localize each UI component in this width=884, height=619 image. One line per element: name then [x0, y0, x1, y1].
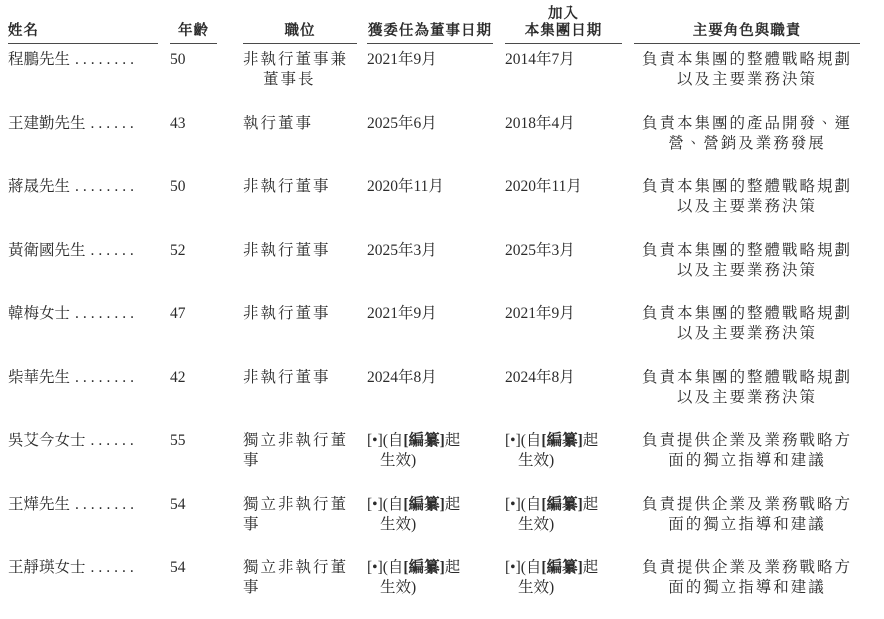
joined-cell	[505, 50, 622, 70]
joined-line2: 生效)	[518, 515, 555, 533]
position-cell	[243, 495, 357, 535]
director-name: 程鵬先生	[8, 51, 71, 68]
appointed-editorial	[367, 558, 493, 578]
age-cell: 50	[170, 51, 186, 68]
joined-date: 2024年8月	[505, 368, 575, 386]
joined-date: 2014年7月	[505, 51, 575, 68]
age-cell: 50	[170, 178, 186, 195]
table-row	[0, 431, 884, 495]
appointed-date: 2025年3月	[367, 241, 437, 259]
roles-cell	[634, 558, 860, 598]
appointed-date: 2020年11月	[367, 178, 444, 195]
dot-leader: ........	[75, 305, 139, 322]
redacted-marker: [編纂]	[403, 495, 445, 513]
appointed-editorial-post: 起	[444, 559, 461, 576]
joined-cell	[505, 304, 622, 324]
redacted-marker: [編纂]	[541, 495, 583, 513]
roles-line2: 面的獨立指導和建議	[668, 579, 826, 596]
header-position: 職位	[243, 23, 357, 44]
age-cell: 52	[170, 241, 186, 259]
table-row	[0, 558, 884, 619]
position-line1: 獨立非執行董事	[243, 495, 349, 533]
position-line1: 非執行董事兼	[243, 51, 349, 68]
joined-cell	[505, 558, 622, 598]
header-appointed-date: 獲委任為董事日期	[367, 23, 493, 44]
table-row	[0, 114, 884, 178]
appointed-editorial	[367, 431, 493, 451]
position-line1: 非執行董事	[243, 241, 331, 259]
roles-line1: 負責本集團的產品開發、運	[641, 114, 852, 132]
director-name: 蔣晟先生	[8, 178, 71, 195]
joined-editorial-pre: [•](自	[505, 432, 542, 449]
joined-editorial-post: 起	[582, 432, 599, 449]
position-line1: 非執行董事	[243, 178, 331, 195]
roles-line2: 以及主要業務決策	[676, 198, 817, 215]
position-cell	[243, 431, 357, 471]
dot-leader: ........	[75, 51, 139, 68]
dot-leader: ......	[90, 432, 138, 449]
name-cell	[8, 558, 158, 578]
roles-line1: 負責提供企業及業務戰略方	[641, 495, 852, 513]
roles-cell	[634, 304, 860, 344]
joined-editorial-post: 起	[582, 495, 599, 513]
table-row	[0, 495, 884, 559]
roles-line2: 以及主要業務決策	[676, 325, 817, 342]
roles-cell	[634, 241, 860, 281]
joined-cell	[505, 241, 622, 261]
age-cell: 47	[170, 305, 186, 322]
roles-line1: 負責本集團的整體戰略規劃	[641, 368, 852, 386]
joined-line2: 生效)	[518, 452, 555, 469]
table-row	[0, 304, 884, 368]
appointed-cell	[367, 495, 493, 535]
position-line2: 董事長	[263, 71, 316, 88]
position-cell	[243, 558, 357, 598]
appointed-editorial-pre: [•](自	[367, 559, 404, 576]
name-cell	[8, 50, 158, 70]
roles-line1: 負責提供企業及業務戰略方	[641, 559, 852, 576]
age-cell: 54	[170, 495, 186, 513]
name-cell	[8, 368, 158, 388]
position-line1: 獨立非執行董事	[243, 432, 349, 469]
appointed-editorial-post: 起	[444, 495, 461, 513]
appointed-cell	[367, 304, 493, 324]
roles-line1: 負責提供企業及業務戰略方	[641, 432, 852, 449]
roles-line2: 以及主要業務決策	[676, 71, 817, 88]
position-line1: 獨立非執行董事	[243, 559, 349, 596]
appointed-editorial-post: 起	[444, 432, 461, 449]
joined-editorial-post: 起	[582, 559, 599, 576]
joined-editorial	[505, 431, 622, 451]
header-roles: 主要角色與職責	[634, 23, 860, 44]
director-name: 柴華先生	[8, 368, 71, 386]
director-name: 黃衛國先生	[8, 241, 86, 259]
roles-line2: 面的獨立指導和建議	[668, 515, 826, 533]
position-line1: 執行董事	[243, 114, 314, 132]
position-cell	[243, 114, 357, 134]
joined-cell	[505, 431, 622, 471]
roles-line1: 負責本集團的整體戰略規劃	[641, 178, 852, 195]
appointed-cell	[367, 50, 493, 70]
appointed-editorial	[367, 495, 493, 515]
table-header	[0, 0, 884, 44]
dot-leader: ......	[90, 241, 138, 259]
roles-cell	[634, 177, 860, 217]
joined-line2: 生效)	[518, 579, 555, 596]
name-cell	[8, 495, 158, 515]
joined-cell	[505, 495, 622, 535]
joined-cell	[505, 114, 622, 134]
roles-cell	[634, 114, 860, 154]
dot-leader: ........	[75, 178, 139, 195]
redacted-marker: [編纂]	[403, 432, 445, 449]
header-joined-date	[505, 6, 622, 44]
roles-line1: 負責本集團的整體戰略規劃	[641, 51, 852, 68]
table-body	[0, 50, 884, 619]
name-cell	[8, 177, 158, 197]
appointed-cell	[367, 114, 493, 134]
age-cell: 42	[170, 368, 186, 386]
table-row	[0, 177, 884, 241]
director-name: 吳艾今女士	[8, 432, 86, 449]
redacted-marker: [編纂]	[541, 559, 583, 576]
roles-cell	[634, 50, 860, 90]
joined-date: 2021年9月	[505, 305, 575, 322]
redacted-marker: [編纂]	[403, 559, 445, 576]
dot-leader: ......	[90, 114, 138, 132]
name-cell	[8, 114, 158, 134]
joined-date: 2025年3月	[505, 241, 575, 259]
appointed-cell	[367, 558, 493, 598]
joined-date: 2020年11月	[505, 178, 582, 195]
roles-cell	[634, 495, 860, 535]
appointed-line2: 生效)	[380, 452, 417, 469]
director-name: 韓梅女士	[8, 305, 71, 322]
director-name: 王建勤先生	[8, 114, 86, 132]
dot-leader: ......	[90, 559, 138, 576]
dot-leader: ........	[75, 495, 139, 513]
name-cell	[8, 304, 158, 324]
roles-line2: 以及主要業務決策	[676, 261, 817, 279]
table-row	[0, 241, 884, 305]
table-row	[0, 50, 884, 114]
joined-cell	[505, 177, 622, 197]
header-age: 年齡	[170, 23, 217, 44]
position-line1: 非執行董事	[243, 305, 331, 322]
joined-cell	[505, 368, 622, 388]
position-cell	[243, 241, 357, 261]
position-cell	[243, 50, 357, 90]
position-line1: 非執行董事	[243, 368, 331, 386]
roles-line1: 負責本集團的整體戰略規劃	[641, 305, 852, 322]
table-row	[0, 368, 884, 432]
joined-date: 2018年4月	[505, 114, 575, 132]
position-cell	[243, 304, 357, 324]
roles-cell	[634, 368, 860, 408]
appointed-line2: 生效)	[380, 515, 417, 533]
roles-line2: 面的獨立指導和建議	[668, 452, 826, 469]
redacted-marker: [編纂]	[541, 432, 583, 449]
name-cell	[8, 241, 158, 261]
age-cell: 43	[170, 114, 186, 132]
name-cell	[8, 431, 158, 451]
joined-editorial-pre: [•](自	[505, 559, 542, 576]
appointed-date: 2021年9月	[367, 51, 437, 68]
roles-line1: 負責本集團的整體戰略規劃	[641, 241, 852, 259]
appointed-editorial-pre: [•](自	[367, 495, 404, 513]
position-cell	[243, 368, 357, 388]
appointed-date: 2021年9月	[367, 305, 437, 322]
appointed-date: 2024年8月	[367, 368, 437, 386]
age-cell: 54	[170, 559, 186, 576]
appointed-cell	[367, 368, 493, 388]
roles-line2: 營、營銷及業務發展	[668, 134, 826, 152]
age-cell: 55	[170, 432, 186, 449]
roles-line2: 以及主要業務決策	[676, 388, 817, 406]
header-name: 姓名	[8, 23, 158, 44]
appointed-cell	[367, 177, 493, 197]
header-joined-line2: 本集團日期	[524, 23, 603, 39]
director-name: 王燁先生	[8, 495, 71, 513]
joined-editorial	[505, 558, 622, 578]
appointed-line2: 生效)	[380, 579, 417, 596]
joined-editorial	[505, 495, 622, 515]
director-name: 王靜瑛女士	[8, 559, 86, 576]
appointed-editorial-pre: [•](自	[367, 432, 404, 449]
position-cell	[243, 177, 357, 197]
appointed-cell	[367, 241, 493, 261]
dot-leader: ........	[75, 368, 139, 386]
roles-cell	[634, 431, 860, 471]
appointed-date: 2025年6月	[367, 114, 437, 132]
joined-editorial-pre: [•](自	[505, 495, 542, 513]
appointed-cell	[367, 431, 493, 471]
header-joined-line1: 加入	[548, 6, 579, 22]
